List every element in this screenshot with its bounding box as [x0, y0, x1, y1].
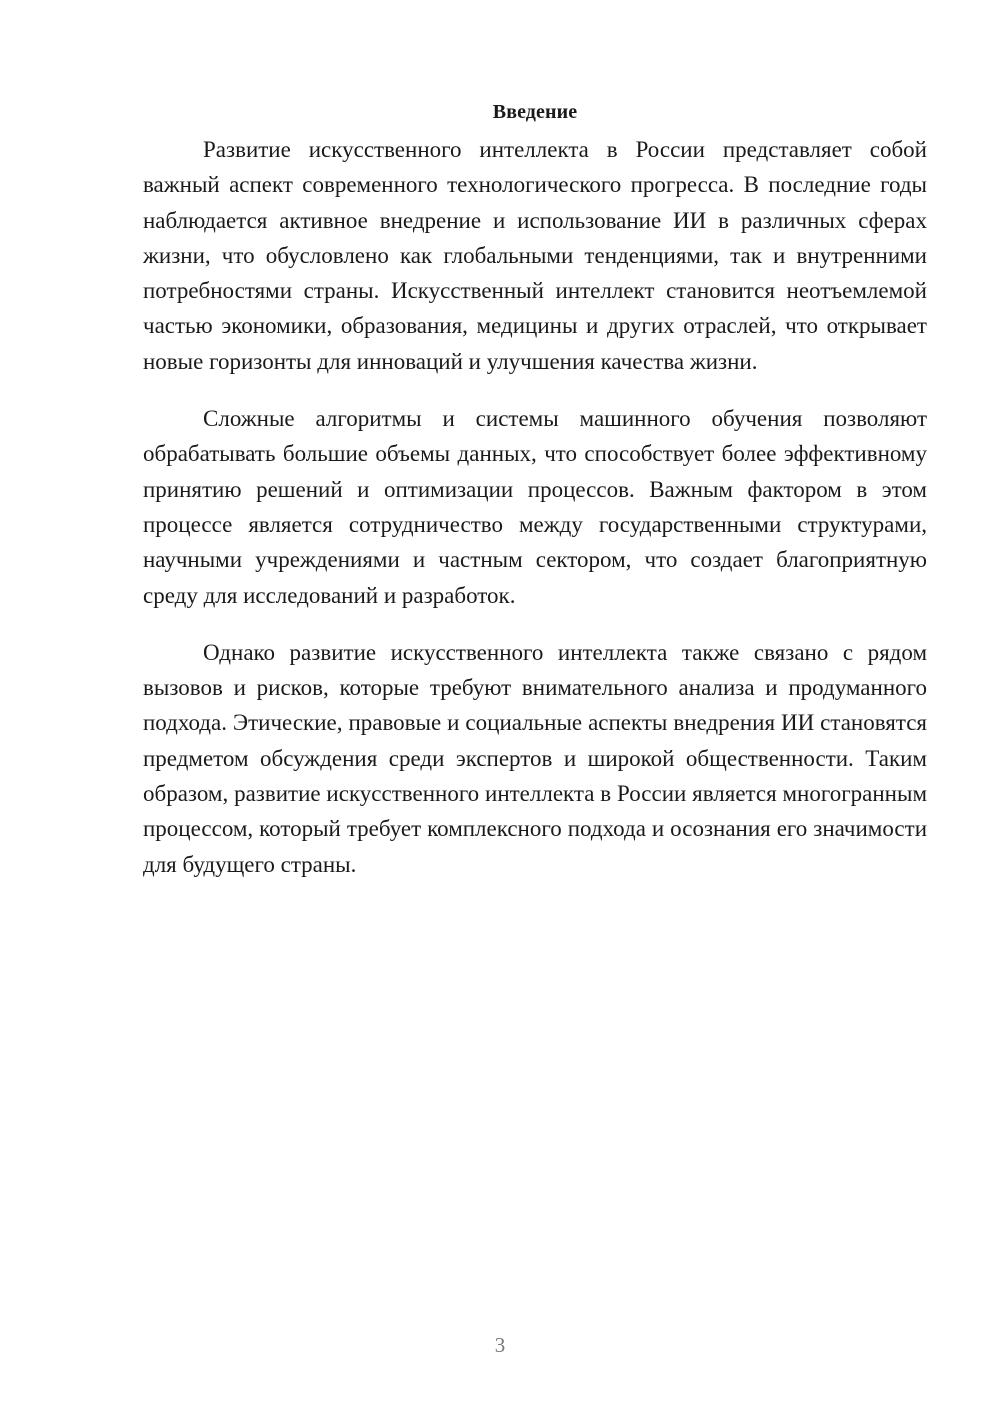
paragraph-2: Сложные алгоритмы и системы машинного обучения позволяют обрабатывать большие объемы данных, что способствует более эффективному принятию решений и оптимизации процессов. Важным фактором в этом процессе является сотрудничество между государственными структурами, научными учреждениями и частным сектором, что создает благоприятную среду для исследований и разработок. — [143, 406, 927, 608]
page-content — [143, 96, 927, 904]
paragraph-3: Однако развитие искусственного интеллекта также связано с рядом вызовов и рисков, которые требуют внимательного анализа и продуманного подхода. Этические, правовые и социальные аспекты внедрения ИИ становятся предметом обсуждения среди экспертов и широкой общественности. Таким образом, развитие искусственного интеллекта в России является многогранным процессом, который требует комплексного подхода и осознания его значимости для будущего страны. — [143, 639, 927, 877]
paragraph-1: Развитие искусственного интеллекта в России представляет собой важный аспект современного технологического прогресса. В последние годы наблюдается активное внедрение и использование ИИ в различных сферах жизни, что обусловлено как глобальными тенденциями, так и внутренними потребностями страны. Искусственный интеллект становится неотъемлемой частью экономики, образования, медицины и других отраслей, что открывает новые горизонты для инноваций и улучшения качества жизни. — [143, 137, 927, 374]
page-title: Введение — [492, 101, 578, 123]
page-number: 3 — [494, 1333, 506, 1357]
